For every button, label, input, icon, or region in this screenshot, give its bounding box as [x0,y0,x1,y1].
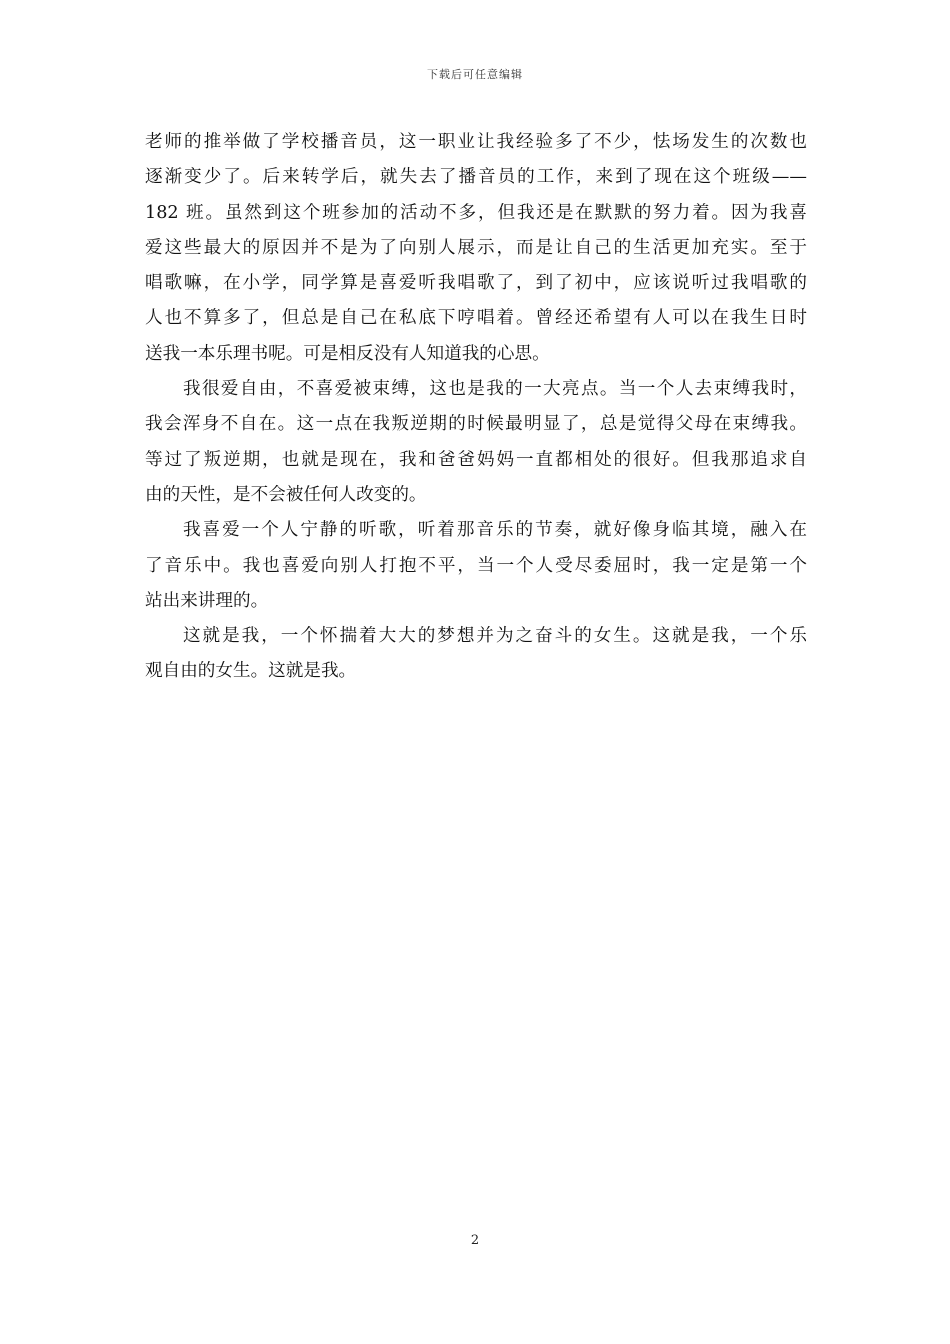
body-text [145,125,807,690]
text-line: 逐渐变少了。后来转学后，就失去了播音员的工作，来到了现在这个班级—— [145,167,807,188]
text-line: 了音乐中。我也喜爱向别人打抱不平，当一个人受尽委屈时，我一定是第一个 [145,555,807,576]
paragraph-1 [145,125,807,372]
text-line: 唱歌嘛，在小学，同学算是喜爱听我唱歌了，到了初中，应该说听过我唱歌的 [145,273,807,294]
text-line: 站出来讲理的。 [145,590,269,611]
text-line: 这就是我，一个怀揣着大大的梦想并为之奋斗的女生。这就是我，一个乐 [183,626,807,647]
text-line: 爱这些最大的原因并不是为了向别人展示，而是让自己的生活更加充实。至于 [145,237,807,258]
text-line: 182 班。虽然到这个班参加的活动不多，但我还是在默默的努力着。因为我喜 [145,202,807,223]
page-header: 下载后可任意编辑 [427,68,523,81]
paragraph-2 [145,372,807,513]
page-number: 2 [470,1233,480,1248]
text-line: 观自由的女生。这就是我。 [145,661,357,682]
paragraph-3 [145,513,807,619]
text-line: 等过了叛逆期，也就是现在，我和爸爸妈妈一直都相处的很好。但我那追求自 [145,449,807,470]
text-line: 老师的推举做了学校播音员，这一职业让我经验多了不少，怯场发生的次数也 [145,132,807,152]
text-line: 我喜爱一个人宁静的听歌，听着那音乐的节奏，就好像身临其境，融入在 [183,520,807,541]
text-line: 由的天性，是不会被任何人改变的。 [145,484,427,505]
text-line: 我会浑身不自在。这一点在我叛逆期的时候最明显了，总是觉得父母在束缚我。 [145,414,807,435]
text-line: 人也不算多了，但总是自己在私底下哼唱着。曾经还希望有人可以在我生日时 [145,308,807,329]
text-line: 我很爱自由，不喜爱被束缚，这也是我的一大亮点。当一个人去束缚我时， [183,379,807,400]
paragraph-4 [145,619,807,690]
text-line: 送我一本乐理书呢。可是相反没有人知道我的心思。 [145,343,550,364]
